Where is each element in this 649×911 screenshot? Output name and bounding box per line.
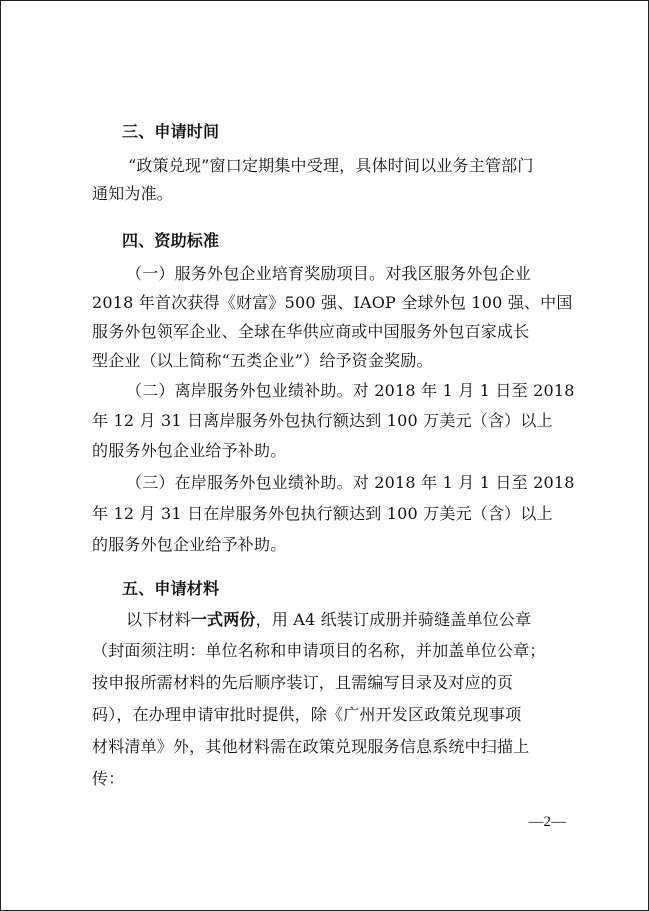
paragraph-line: （二）离岸服务外包业绩补助。对 2018 年 1 月 1 日至 2018 xyxy=(126,381,575,400)
paragraph-line: “政策兑现”窗口定期集中受理，具体时间以业务主管部门 xyxy=(128,156,534,175)
paragraph-line: 年 12 月 31 日在岸服务外包执行额达到 100 万美元（含）以上 xyxy=(92,504,553,523)
text-run: 以下材料 xyxy=(126,610,191,629)
paragraph-line: 2018 年首次获得《财富》500 强、IAOP 全球外包 100 强、中国 xyxy=(92,293,573,312)
paragraph-line: 服务外包领军企业、全球在华供应商或中国服务外包百家成长 xyxy=(92,322,530,341)
paragraph-line xyxy=(126,610,531,630)
paragraph-line: 传： xyxy=(92,769,125,788)
text-run: ，用 A4 纸装订成册并骑缝盖单位公章 xyxy=(255,610,532,629)
paragraph-line: 材料清单》外，其他材料需在政策兑现服务信息系统中扫描上 xyxy=(92,737,530,756)
paragraph-line: 通知为准。 xyxy=(92,184,174,203)
paragraph-line: 码），在办理申请审批时提供，除《广州开发区政策兑现事项 xyxy=(92,705,522,724)
paragraph-line: （封面须注明：单位名称和申请项目的名称，并加盖单位公章； xyxy=(92,641,546,660)
page-number: —2— xyxy=(528,814,566,830)
paragraph-line: 按申报所需材料的先后顺序装订，且需编写目录及对应的页 xyxy=(92,673,514,692)
paragraph-line: （三）在岸服务外包业绩补助。对 2018 年 1 月 1 日至 2018 xyxy=(126,473,575,492)
paragraph-line: 年 12 月 31 日离岸服务外包执行额达到 100 万美元（含）以上 xyxy=(92,411,553,430)
paragraph-line: 的服务外包企业给予补助。 xyxy=(92,535,287,554)
paragraph-line: （一）服务外包企业培育奖励项目。对我区服务外包企业 xyxy=(126,264,532,283)
bold-text-run: 一式两份 xyxy=(190,610,256,629)
paragraph-line: 的服务外包企业给予补助。 xyxy=(92,441,287,460)
paragraph-line: 型企业（以上简称“五类企业”）给予资金奖励。 xyxy=(92,351,433,370)
section-heading-application-materials: 五、申请材料 xyxy=(122,579,220,598)
section-heading-funding-standard: 四、资助标准 xyxy=(122,231,220,250)
section-heading-application-time: 三、申请时间 xyxy=(122,122,220,141)
